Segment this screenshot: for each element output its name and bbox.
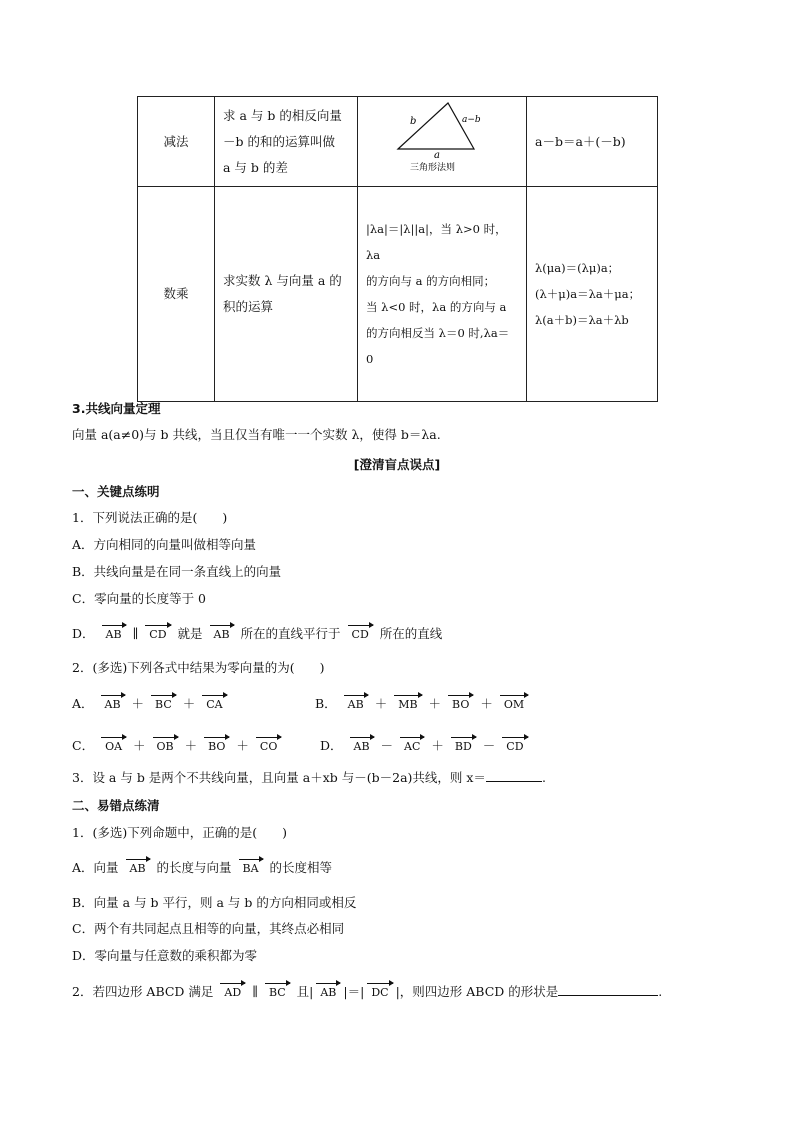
p2-q1-option-a <box>72 858 332 876</box>
law-line: (λ＋μ)a＝λa＋μa； <box>535 287 641 301</box>
vector: AC <box>399 740 425 753</box>
vector: OM <box>499 698 529 711</box>
p2-q1-option-c: C．两个有共同起点且相等的向量，其终点必相同 <box>72 921 345 936</box>
cell-op-name <box>138 97 215 187</box>
vector-ab: AB <box>125 862 151 875</box>
label-b: b <box>410 116 417 127</box>
part1-heading: 一、关键点练明 <box>72 484 160 499</box>
q1-option-b: B．共线向量是在同一条直线上的向量 <box>72 564 282 579</box>
plus-sign: ＋ <box>428 696 442 711</box>
text: 所在的直线 <box>379 626 443 641</box>
p2-q2 <box>72 982 662 1000</box>
vector-ab: AB <box>101 628 127 641</box>
vector: OA <box>100 740 127 753</box>
cell-figure <box>358 97 527 187</box>
text: 2．若四边形 ABCD 满足 <box>72 984 214 999</box>
text: 就是 <box>177 626 203 641</box>
vector-dc: DC <box>366 986 393 999</box>
theorem-heading: 3.共线向量定理 <box>72 401 161 416</box>
def-line: －b 的和的运算叫做 <box>223 133 335 149</box>
vector: CO <box>255 740 282 753</box>
vector-cd: CD <box>347 628 374 641</box>
plus-sign: ＋ <box>131 696 145 711</box>
vector-ab: AB <box>209 628 235 641</box>
vector-ab: AB <box>315 986 341 999</box>
part2-heading: 二、易错点练清 <box>72 798 160 813</box>
period: . <box>658 984 663 999</box>
q3-stem: 3．设 a 与 b 是两个不共线向量，且向量 a＋xb 与－(b－2a)共线，则 x＝ <box>72 770 486 785</box>
p2-q1-option-d: D．零向量与任意数的乘积都为零 <box>72 948 258 963</box>
cell-law <box>527 97 658 187</box>
vector: AB <box>349 740 375 753</box>
vector-ad: AD <box>219 986 246 999</box>
minus-sign: － <box>482 738 496 753</box>
minus-sign: － <box>380 738 394 753</box>
def-line: 积的运算 <box>223 299 274 314</box>
cell-definition <box>215 187 358 402</box>
vector: BO <box>203 740 230 753</box>
text: 且| <box>296 984 314 999</box>
text: |，则四边形 ABCD 的形状是 <box>395 984 559 999</box>
plus-sign: ＋ <box>480 696 493 711</box>
table-row-scalar-mult <box>138 187 658 402</box>
answer-blank[interactable] <box>558 983 658 996</box>
vector: AB <box>100 698 126 711</box>
vector: CA <box>201 698 227 711</box>
meaning-line: 0 <box>366 352 374 366</box>
vector: AB <box>343 698 369 711</box>
plus-sign: ＋ <box>374 696 388 711</box>
def-line: a 与 b 的差 <box>223 159 288 175</box>
text: 的长度相等 <box>269 860 333 875</box>
cell-meaning <box>358 187 527 402</box>
period: . <box>541 770 546 785</box>
meaning-line: 当 λ<0 时，λa 的方向与 a <box>366 300 507 314</box>
vector-ba: BA <box>238 862 264 875</box>
option-label: B． <box>315 696 337 711</box>
cell-definition <box>215 97 358 187</box>
meaning-line: 的方向与 a 的方向相同； <box>366 274 496 288</box>
label-a-minus-b: a−b <box>462 115 481 125</box>
op-name: 数乘 <box>163 286 189 301</box>
p2-q1-option-b: B．向量 a 与 b 平行，则 a 与 b 的方向相同或相反 <box>72 895 357 910</box>
option-label: D． <box>72 626 95 641</box>
q2-option-b <box>315 694 531 712</box>
section-title: [澄清盲点误点] <box>353 457 441 472</box>
label-a: a <box>434 150 440 161</box>
vector: BD <box>450 740 477 753</box>
plus-sign: ＋ <box>184 738 198 753</box>
text: |＝| <box>343 984 365 999</box>
q2-option-c <box>72 736 284 754</box>
p2-q1-stem: 1．(多选)下列命题中，正确的是( ) <box>72 825 287 840</box>
option-label: D． <box>320 738 343 753</box>
vector: OB <box>152 740 179 753</box>
q2-option-a <box>72 694 230 712</box>
answer-blank[interactable] <box>486 769 542 782</box>
q2-option-d <box>320 736 531 754</box>
def-line: 求实数 λ 与向量 a 的 <box>223 273 342 288</box>
plus-sign: ＋ <box>133 738 146 753</box>
q3 <box>72 768 546 786</box>
vector: BC <box>150 698 177 711</box>
meaning-line: |λa|＝|λ||a|，当 λ>0 时，λa <box>366 222 507 262</box>
law-text: a－b＝a＋(－b) <box>535 133 626 149</box>
parallel-symbol: ∥ <box>132 626 139 641</box>
parallel-symbol: ∥ <box>252 984 258 999</box>
vector-bc: BC <box>264 986 291 999</box>
q1-option-c: C．零向量的长度等于 0 <box>72 591 206 606</box>
figure-caption: 三角形法则 <box>410 163 456 173</box>
table-row-subtraction <box>138 97 658 187</box>
vector: BO <box>447 698 474 711</box>
vector-cd: CD <box>144 628 171 641</box>
op-name: 减法 <box>163 133 189 149</box>
q1-option-a: A．方向相同的向量叫做相等向量 <box>72 537 257 552</box>
def-line: 求 a 与 b 的相反向量 <box>223 107 342 123</box>
text: 所在的直线平行于 <box>240 626 341 641</box>
cell-law <box>527 187 658 402</box>
plus-sign: ＋ <box>431 738 444 753</box>
operations-table <box>137 96 658 402</box>
vector: CD <box>501 740 528 753</box>
q2-stem: 2．(多选)下列各式中结果为零向量的为( ) <box>72 660 325 675</box>
law-line: λ(μa)＝(λμ)a； <box>535 261 620 275</box>
plus-sign: ＋ <box>182 696 196 711</box>
cell-op-name <box>138 187 215 402</box>
law-line: λ(a＋b)＝λa＋λb <box>535 313 629 327</box>
option-label: A． <box>72 696 94 711</box>
option-label: C． <box>72 738 95 753</box>
q1-option-d <box>72 624 442 642</box>
vector: MB <box>393 698 422 711</box>
plus-sign: ＋ <box>236 738 249 753</box>
q1-stem: 1．下列说法正确的是( ) <box>72 510 228 525</box>
triangle-rule-figure <box>358 97 526 177</box>
text: A．向量 <box>72 860 119 875</box>
text: 的长度与向量 <box>156 860 232 875</box>
theorem-text: 向量 a(a≠0)与 b 共线，当且仅当有唯一一个实数 λ，使得 b＝λa. <box>72 427 441 442</box>
meaning-line: 的方向相反当 λ＝0 时,λa＝ <box>366 326 510 340</box>
